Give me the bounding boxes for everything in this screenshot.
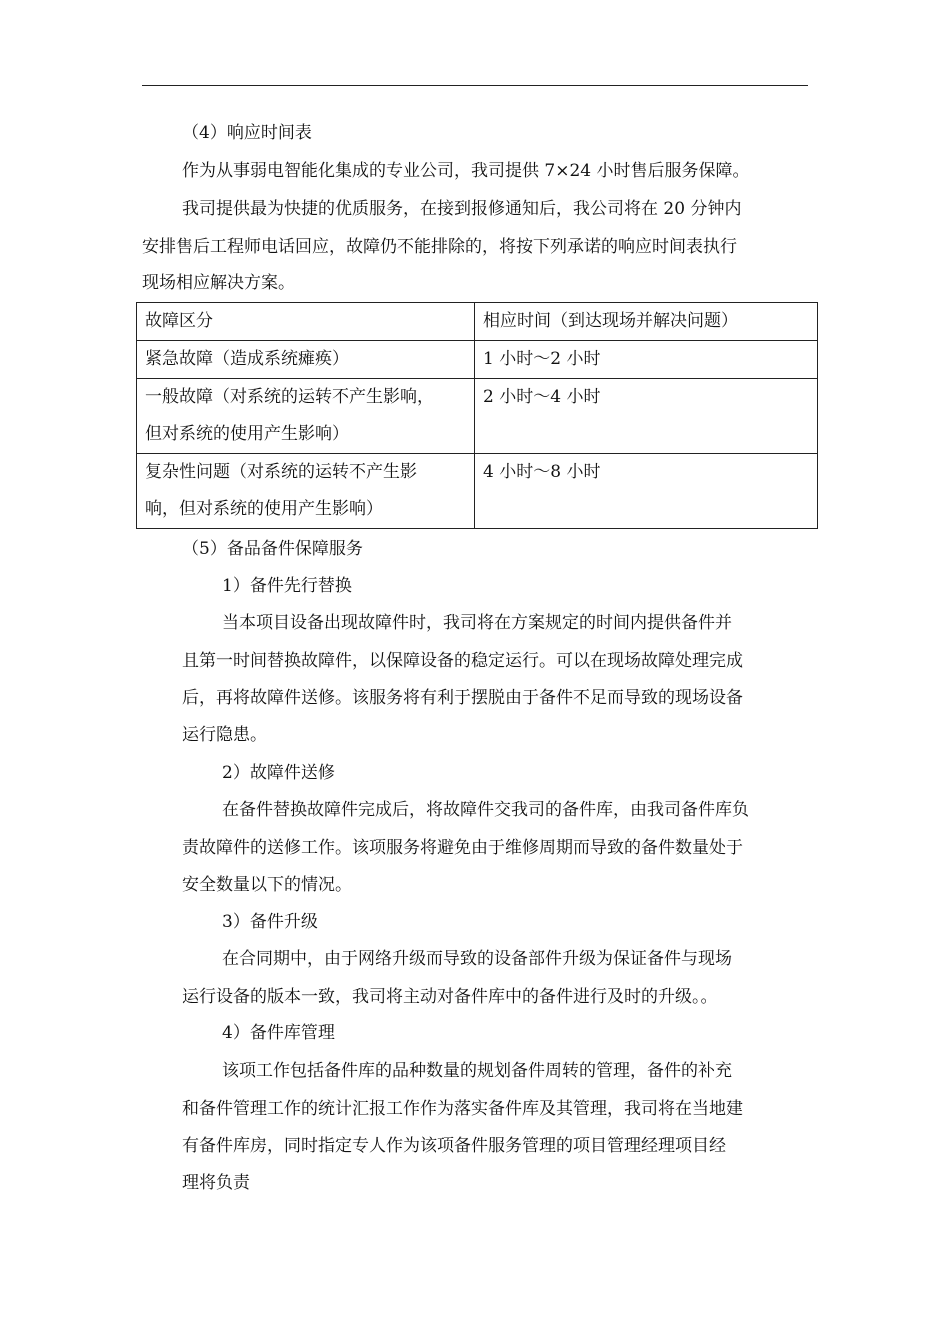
item1-line-1: 当本项目设备出现故障件时，我司将在方案规定的时间内提供备件并 <box>222 613 732 633</box>
section4-paragraph-2-line-3: 现场相应解决方案。 <box>142 273 295 293</box>
item4-line-3: 有备件库房，同时指定专人作为该项备件服务管理的项目管理经理项目经 <box>182 1136 726 1156</box>
item1-line-2: 且第一时间替换故障件，以保障设备的稳定运行。可以在现场故障处理完成 <box>182 651 743 671</box>
table-cell-time: 1 小时～2 小时 <box>475 341 818 379</box>
table-cell-category <box>137 379 475 454</box>
item3-line-2: 运行设备的版本一致，我司将主动对备件库中的备件进行及时的升级。。 <box>182 987 718 1007</box>
table-cell-time: 4 小时～8 小时 <box>475 454 818 529</box>
category-line: 复杂性问题（对系统的运转不产生影 <box>145 462 417 482</box>
category-line: 响，但对系统的使用产生影响） <box>145 499 383 519</box>
item1-title: 1）备件先行替换 <box>222 576 352 596</box>
table-header-time: 相应时间（到达现场并解决问题） <box>475 303 818 341</box>
table-row <box>137 454 818 529</box>
table-cell-category <box>137 341 475 379</box>
table-row <box>137 341 818 379</box>
item4-line-2: 和备件管理工作的统计汇报工作作为落实备件库及其管理，我司将在当地建 <box>182 1099 743 1119</box>
item1-line-4: 运行隐患。 <box>182 725 267 745</box>
item4-line-4: 理将负责 <box>182 1173 250 1193</box>
table-header-row <box>137 303 818 341</box>
table-cell-category <box>137 454 475 529</box>
section5-heading: （5）备品备件保障服务 <box>182 539 363 559</box>
section4-paragraph-2-line-2: 安排售后工程师电话回应，故障仍不能排除的，将按下列承诺的响应时间表执行 <box>142 237 737 257</box>
item1-line-3: 后，再将故障件送修。该服务将有利于摆脱由于备件不足而导致的现场设备 <box>182 688 743 708</box>
category-line: 但对系统的使用产生影响） <box>145 424 349 444</box>
item3-line-1: 在合同期中，由于网络升级而导致的设备部件升级为保证备件与现场 <box>222 949 732 969</box>
item4-line-1: 该项工作包括备件库的品种数量的规划备件周转的管理，备件的补充 <box>222 1061 732 1081</box>
category-line: 紧急故障（造成系统瘫痪） <box>145 349 349 369</box>
section4-paragraph-2-line-1: 我司提供最为快捷的优质服务，在接到报修通知后，我公司将在 20 分钟内 <box>182 199 742 219</box>
table-header-category: 故障区分 <box>137 303 475 341</box>
table-row <box>137 379 818 454</box>
item2-line-2: 责故障件的送修工作。该项服务将避免由于维修周期而导致的备件数量处于 <box>182 838 743 858</box>
item2-line-3: 安全数量以下的情况。 <box>182 875 352 895</box>
item4-title: 4）备件库管理 <box>222 1023 335 1043</box>
item2-title: 2）故障件送修 <box>222 763 335 783</box>
header-rule <box>142 85 808 86</box>
table-cell-time: 2 小时～4 小时 <box>475 379 818 454</box>
response-time-table <box>136 302 818 529</box>
item2-line-1: 在备件替换故障件完成后，将故障件交我司的备件库，由我司备件库负 <box>222 800 749 820</box>
category-line: 一般故障（对系统的运转不产生影响， <box>145 387 434 407</box>
section4-paragraph-1: 作为从事弱电智能化集成的专业公司，我司提供 7×24 小时售后服务保障。 <box>182 161 750 181</box>
section4-heading: （4）响应时间表 <box>182 123 312 143</box>
item3-title: 3）备件升级 <box>222 912 318 932</box>
